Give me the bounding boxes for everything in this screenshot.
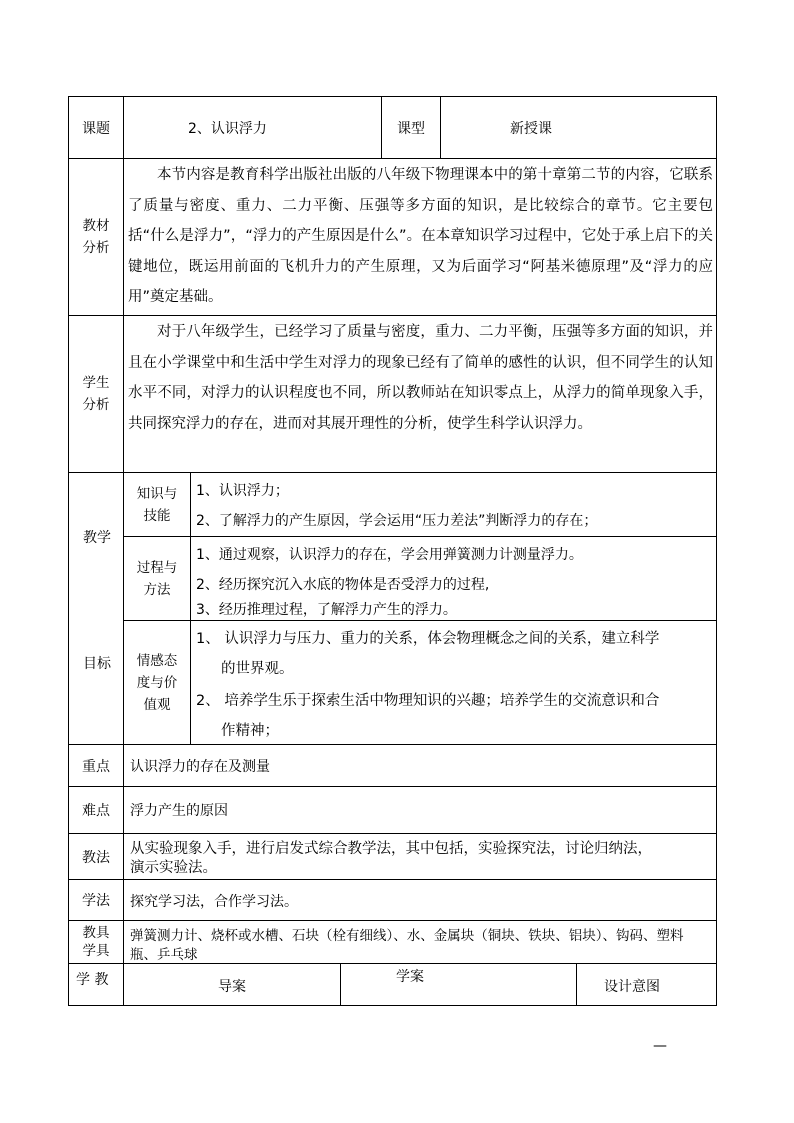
title-value: 2、认识浮力	[188, 121, 267, 137]
process-label-1: 过程与	[136, 559, 178, 576]
teaching-method-line-1: 从实验现象入手，进行启发式综合教学法，其中包括，实验探究法，讨论归纳法，	[130, 841, 652, 857]
learning-method-label	[69, 880, 123, 920]
teaching-method-line-2: 演示实验法。	[130, 860, 217, 876]
process-label	[124, 537, 190, 620]
learning-method-text: 探究学习法，合作学习法。	[130, 894, 298, 910]
textbook-analysis-label-2: 分析	[82, 240, 110, 256]
equipment-label-1: 教具	[82, 925, 110, 941]
emotion-label	[124, 621, 190, 744]
footer-col-guide-plan: 导案	[218, 979, 246, 995]
learning-method-label-text: 学法	[82, 893, 110, 909]
emotion-item-2-line-2: 作精神；	[221, 723, 279, 739]
student-analysis-label-1: 学生	[82, 375, 110, 391]
emotion-item-2-line-1: 2、 培养学生乐于探索生活中物理知识的兴趣；培养学生的交流意识和合	[196, 693, 660, 709]
emotion-item-1-line-2: 的世界观。	[221, 661, 294, 677]
emotion-label-1: 情感态	[136, 652, 178, 669]
key-point-text: 认识浮力的存在及测量	[130, 759, 270, 775]
difficulty-text: 浮力产生的原因	[130, 803, 228, 819]
student-analysis-label	[69, 316, 123, 472]
type-value-text: 新授课	[510, 120, 552, 137]
equipment-line-2: 瓶、乒乓球	[130, 947, 198, 963]
equipment-label	[69, 921, 123, 963]
textbook-analysis-label-1: 教材	[82, 218, 110, 234]
emotion-item-1-line-1: 1、 认识浮力与压力、重力的关系，体会物理概念之间的关系，建立科学	[196, 631, 660, 647]
student-analysis-label-2: 分析	[82, 397, 110, 413]
teaching-method-label	[69, 834, 123, 879]
knowledge-item-1: 1、认识浮力；	[196, 483, 289, 499]
difficulty-label	[69, 787, 123, 833]
knowledge-label-2: 技能	[143, 507, 171, 524]
process-item-1: 1、通过观察，认识浮力的存在，学会用弹簧测力计测量浮力。	[196, 547, 583, 563]
equipment-label-2: 学具	[82, 943, 110, 959]
textbook-analysis-label	[69, 159, 123, 315]
process-item-2: 2、经历探究沉入水底的物体是否受浮力的过程,	[196, 577, 490, 593]
footer-col-teaching-learning: 学 教	[76, 972, 109, 988]
type-value	[441, 97, 621, 158]
knowledge-item-2: 2、了解浮力的产生原因，学会运用“压力差法”判断浮力的存在；	[196, 513, 598, 529]
teaching-method-label-text: 教法	[82, 849, 110, 866]
process-item-3: 3、经历推理过程，了解浮力产生的浮力。	[196, 602, 457, 618]
objectives-label-bottom: 目标	[83, 656, 111, 672]
emotion-label-2: 度与价	[136, 674, 178, 691]
difficulty-label-text: 难点	[82, 803, 110, 819]
knowledge-label-1: 知识与	[136, 485, 178, 502]
footer-col-design-intent: 设计意图	[604, 979, 660, 995]
knowledge-label	[124, 473, 190, 536]
emotion-label-3: 值观	[143, 696, 171, 713]
title-label-text: 课题	[82, 120, 110, 137]
textbook-analysis-text: 本节内容是教育科学出版社出版的八年级下物理课本中的第十章第二节的内容，它联系了质量与密度、重力、二力平衡、压强等多方面的知识，是比较综合的章节。它主要包括“什么是浮力”，“浮力的产生原因是什么”。在本章知识学习过程中，它处于承上启下的关键地位，既运用前面的飞机升力的产生原理，又为后面学习“阿基米德原理”及“浮力的应用”奠定基础。	[128, 167, 713, 306]
type-label	[382, 97, 440, 158]
student-analysis-text: 对于八年级学生，已经学习了质量与密度，重力、二力平衡，压强等多方面的知识，并且在小学课堂中和生活中学生对浮力的现象已经有了简单的感性的认识，但不同学生的认知水平不同，对浮力的认识程度也不同，所以教师站在知识零点上，从浮力的简单现象入手，共同探究浮力的存在，进而对其展开理性的分析，使学生科学认识浮力。	[128, 324, 713, 432]
process-label-2: 方法	[143, 581, 171, 598]
key-point-label	[69, 745, 123, 786]
type-label-text: 课型	[397, 120, 425, 137]
title-label	[69, 97, 123, 158]
page-mark: —	[653, 1038, 667, 1054]
objectives-label-top: 教学	[83, 530, 111, 546]
footer-col-study-plan: 学案	[396, 969, 424, 985]
key-point-label-text: 重点	[82, 758, 110, 775]
equipment-line-1: 弹簧测力计、烧杯或水槽、石块（栓有细线）、水、金属块（铜块、铁块、铝块）、钩码、塑料	[130, 928, 684, 944]
